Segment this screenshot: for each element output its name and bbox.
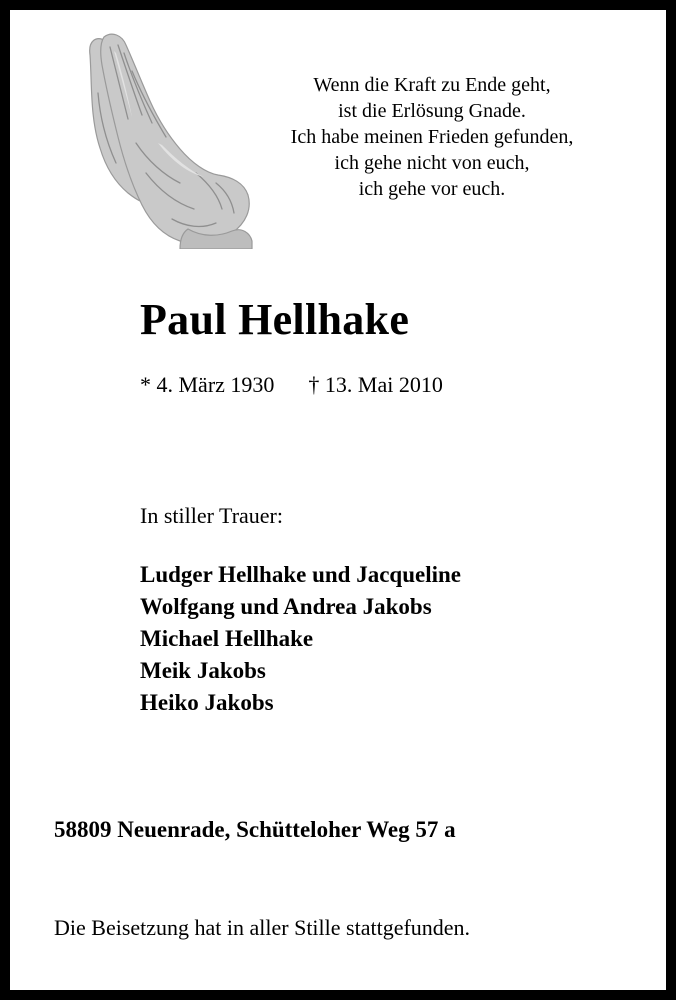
poem-line: Ich habe meinen Frieden gefunden, (290, 126, 574, 148)
poem-line: ich gehe nicht von euch, (334, 152, 530, 174)
poem-line: ich gehe vor euch. (358, 178, 506, 200)
deceased-name: Paul Hellhake (140, 295, 410, 344)
poem-verse (254, 72, 610, 202)
family-member: Wolfgang und Andrea Jakobs (140, 594, 432, 619)
family-member: Ludger Hellhake und Jacqueline (140, 562, 462, 587)
family-member: Meik Jakobs (140, 658, 266, 683)
family-member: Michael Hellhake (140, 626, 314, 651)
praying-hands-icon (76, 23, 254, 249)
birth-date: * 4. März 1930 (140, 372, 275, 397)
life-dates (140, 370, 443, 400)
poem-line: Wenn die Kraft zu Ende geht, (313, 74, 551, 96)
family-member: Heiko Jakobs (140, 690, 274, 715)
burial-note: Die Beisetzung hat in aller Stille stattgefunden. (54, 915, 471, 940)
mourning-label: In stiller Trauer: (140, 503, 283, 528)
address-line: 58809 Neuenrade, Schütteloher Weg 57 a (54, 817, 456, 842)
poem-line: ist die Erlösung Gnade. (338, 100, 526, 122)
death-date: † 13. Mai 2010 (308, 372, 443, 397)
family-list (140, 559, 461, 719)
